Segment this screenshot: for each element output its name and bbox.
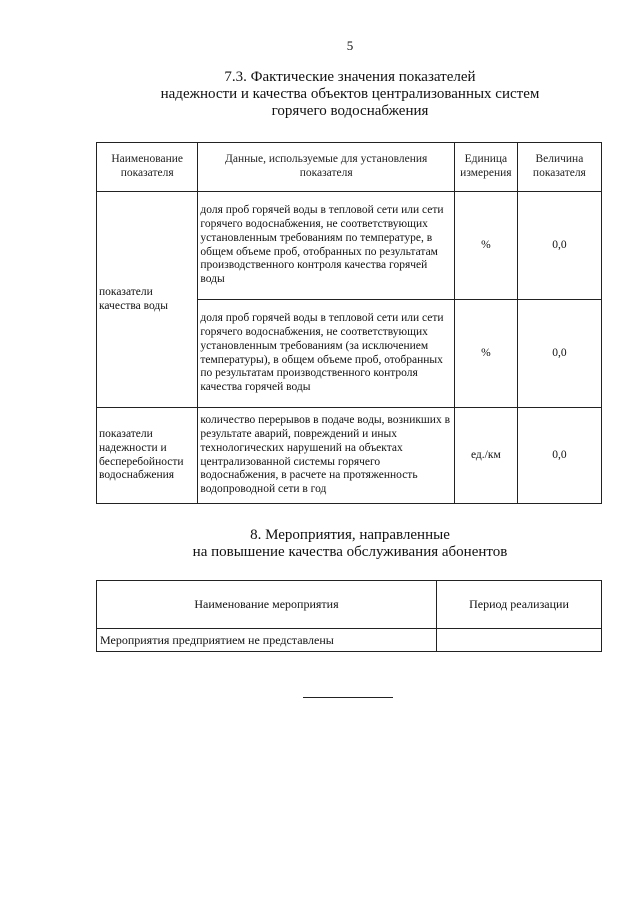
measure-period: [437, 629, 602, 652]
header-data-used: Данные, используемые для установления показателя: [198, 143, 455, 192]
table-row: [97, 192, 602, 300]
group-name-water-quality: показатели качества воды: [97, 192, 198, 408]
table-header-row: [97, 143, 602, 192]
section-title-line: горячего водоснабжения: [271, 103, 429, 119]
header-value: Величина показателя: [517, 143, 601, 192]
section-title-line: 8. Мероприятия, направленные: [250, 527, 450, 543]
table-row: [97, 629, 602, 652]
header-indicator-name: Наименование показателя: [97, 143, 198, 192]
page-number: 5: [346, 38, 354, 53]
row-unit: %: [454, 300, 517, 408]
header-measure-name: Наименование мероприятия: [97, 581, 437, 629]
group-name-reliability: показатели надежности и бесперебойности водоснабжения: [97, 408, 198, 504]
row-unit: %: [454, 192, 517, 300]
section-title-line: на повышение качества обслуживания абонентов: [192, 544, 508, 560]
row-unit: ед./км: [454, 408, 517, 504]
row-value: 0,0: [517, 408, 601, 504]
indicators-table: [96, 142, 602, 504]
row-description: доля проб горячей воды в тепловой сети или сети горячего водоснабжения, не соответствующих установленным требованиям (за исключением температуры), в общем объеме проб, отобранных по результатам производственного контроля качества горячей воды: [198, 300, 455, 408]
row-value: 0,0: [517, 300, 601, 408]
table-header-row: [97, 581, 602, 629]
measures-table: [96, 580, 602, 652]
row-value: 0,0: [517, 192, 601, 300]
section-title-line: надежности и качества объектов централизованных систем: [160, 86, 540, 102]
header-unit: Единица измерения: [454, 143, 517, 192]
row-description: доля проб горячей воды в тепловой сети или сети горячего водоснабжения, не соответствующих установленным требованиям по температуре, в общем объеме проб, отобранных по результатам производственного контроля качества горячей воды: [198, 192, 455, 300]
measure-name: Мероприятия предприятием не представлены: [97, 629, 437, 652]
section-8-title: [0, 527, 640, 561]
header-period: Период реализации: [437, 581, 602, 629]
end-divider: [303, 697, 393, 698]
section-title-line: 7.3. Фактические значения показателей: [224, 69, 476, 85]
table-row: [97, 408, 602, 504]
section-7-3-title: [0, 69, 640, 120]
row-description: количество перерывов в подаче воды, возникших в результате аварий, повреждений и иных технологических нарушений на объектах централизованной системы горячего водоснабжения, в расчете на протяженность водопроводной сети в год: [198, 408, 455, 504]
